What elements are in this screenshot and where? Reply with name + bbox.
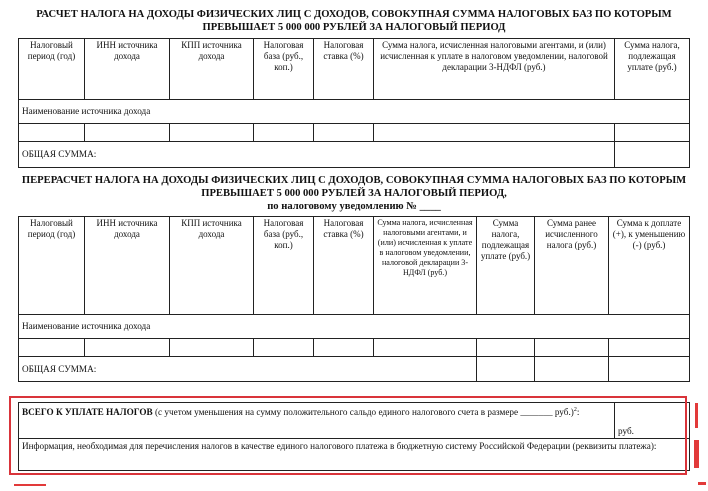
highlight-mark-corner [698, 482, 706, 485]
highlight-mark-right [694, 440, 699, 468]
input-cell-tax-rate[interactable] [314, 339, 374, 357]
col-header-previous-tax: Сумма ранее исчисленного налога (руб.) [535, 217, 609, 315]
input-cell-period[interactable] [19, 339, 85, 357]
table-header-row [19, 39, 690, 100]
table-header-row [19, 217, 690, 315]
highlight-box [9, 396, 687, 475]
input-cell-previous-tax[interactable] [535, 339, 609, 357]
input-cell-inn[interactable] [85, 124, 170, 142]
total-payment-colon: : [576, 407, 580, 418]
col-header-inn: ИНН источника дохода [85, 39, 170, 100]
input-cell-tax-payable[interactable] [477, 339, 535, 357]
income-source-row [19, 315, 690, 339]
total-payment-note: (с учетом уменьшения на сумму положительного сальдо единого налогового счета в размере _______ руб.) [152, 407, 574, 418]
payment-info-label: Информация, необходимая для перечисления налогов в качестве единого налогового платежа в бюджетную систему Российской Федерации (реквизиты платежа): [19, 439, 690, 471]
input-cell-tax-rate[interactable] [314, 124, 374, 142]
input-cell-tax-computed[interactable] [374, 339, 477, 357]
input-cell-tax-base[interactable] [254, 339, 314, 357]
section1-title [0, 8, 708, 34]
input-cell-total[interactable] [615, 142, 690, 168]
input-cell-kpp[interactable] [170, 339, 254, 357]
income-source-label: Наименование источника дохода [19, 100, 690, 124]
section1-title-line1: РАСЧЕТ НАЛОГА НА ДОХОДЫ ФИЗИЧЕСКИХ ЛИЦ С ДОХОДОВ, СОВОКУПНАЯ СУММА НАЛОГОВЫХ БАЗ ПО КОТОРЫМ [36, 9, 672, 20]
highlight-mark-right [695, 403, 698, 428]
col-header-tax-base: Налоговая база (руб., коп.) [254, 217, 314, 315]
col-header-kpp: КПП источника дохода [170, 39, 254, 100]
input-cell-total-previous[interactable] [535, 357, 609, 382]
tax-recalculation-table [18, 216, 690, 382]
income-source-label: Наименование источника дохода [19, 315, 690, 339]
total-row [19, 357, 690, 382]
table-row [19, 124, 690, 142]
table-row [19, 339, 690, 357]
col-header-tax-computed: Сумма налога, исчисленная налоговыми агентами, и (или) исчисленная к уплате в налоговом уведомлении, налоговой декларации 3-НДФЛ (руб.) [374, 39, 615, 100]
input-cell-total-surcharge[interactable] [609, 357, 690, 382]
col-header-tax-payable: Сумма налога, подлежащая уплате (руб.) [477, 217, 535, 315]
total-label: ОБЩАЯ СУММА: [19, 357, 477, 382]
col-header-kpp: КПП источника дохода [170, 217, 254, 315]
col-header-inn: ИНН источника дохода [85, 217, 170, 315]
col-header-period: Налоговый период (год) [19, 39, 85, 100]
col-header-tax-base: Налоговая база (руб., коп.) [254, 39, 314, 100]
input-cell-period[interactable] [19, 124, 85, 142]
footnote-marker: 2 [573, 407, 577, 413]
highlight-mark-bottom [14, 484, 46, 486]
input-cell-surcharge[interactable] [609, 339, 690, 357]
tax-calculation-table [18, 38, 690, 168]
col-header-tax-rate: Налоговая ставка (%) [314, 39, 374, 100]
col-header-surcharge: Сумма к доплате (+), к уменьшению (-) (руб.) [609, 217, 690, 315]
input-cell-tax-payable[interactable] [615, 124, 690, 142]
input-cell-inn[interactable] [85, 339, 170, 357]
col-header-period: Налоговый период (год) [19, 217, 85, 315]
total-payment-heading: ВСЕГО К УПЛАТЕ НАЛОГОВ [22, 407, 153, 418]
input-cell-kpp[interactable] [170, 124, 254, 142]
total-row [19, 142, 690, 168]
currency-label: руб. [618, 426, 634, 436]
input-cell-tax-base[interactable] [254, 124, 314, 142]
col-header-tax-computed: Сумма налога, исчисленная налоговыми агентами, и (или) исчисленная к уплате в налоговом уведомлении, налоговой декларации 3-НДФЛ (руб.) [374, 217, 477, 315]
section2-title-line3: по налоговому уведомлению № ____ [267, 201, 441, 212]
col-header-tax-payable: Сумма налога, подлежащая уплате (руб.) [615, 39, 690, 100]
section2-title-line1: ПЕРЕРАСЧЕТ НАЛОГА НА ДОХОДЫ ФИЗИЧЕСКИХ ЛИЦ С ДОХОДОВ, СОВОКУПНАЯ СУММА НАЛОГОВЫХ БАЗ ПО КОТОРЫМ [21, 175, 687, 186]
col-header-tax-rate: Налоговая ставка (%) [314, 217, 374, 315]
input-cell-tax-computed[interactable] [374, 124, 615, 142]
section2-title [0, 174, 708, 213]
section1-title-line2: ПРЕВЫШАЕТ 5 000 000 РУБЛЕЙ ЗА НАЛОГОВЫЙ ПЕРИОД [202, 22, 506, 33]
total-label: ОБЩАЯ СУММА: [19, 142, 615, 168]
income-source-row [19, 100, 690, 124]
input-cell-total-payable[interactable] [477, 357, 535, 382]
section2-title-line2: ПРЕВЫШАЕТ 5 000 000 РУБЛЕЙ ЗА НАЛОГОВЫЙ ПЕРИОД, [201, 188, 507, 199]
